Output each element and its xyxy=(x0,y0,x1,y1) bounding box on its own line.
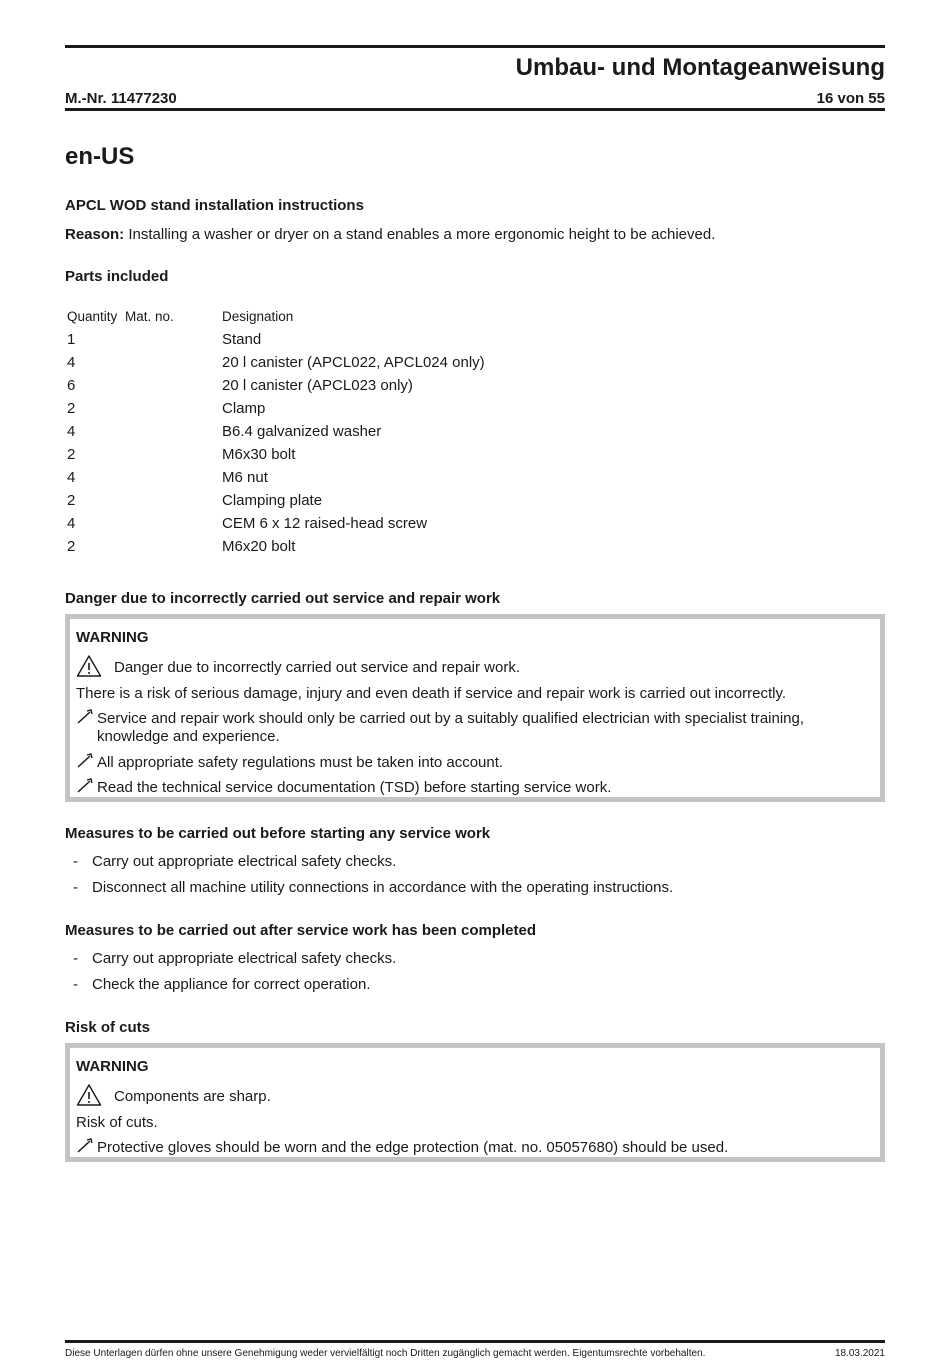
designation-cell: M6 nut xyxy=(222,469,268,486)
quantity-cell: 4 xyxy=(67,515,76,532)
designation-cell: M6x20 bolt xyxy=(222,538,296,555)
hazard-text: Components are sharp. xyxy=(114,1088,271,1105)
quantity-cell: 4 xyxy=(67,469,76,486)
consequence-text: There is a risk of serious damage, injury and even death if service and repair work is carried out incorrectly. xyxy=(76,685,787,702)
warning-label: WARNING xyxy=(76,1058,149,1075)
warning-label: WARNING xyxy=(76,629,149,646)
designation-cell: 20 l canister (APCL022, APCL024 only) xyxy=(222,354,485,371)
reason-text: Installing a washer or dryer on a stand enables a more ergonomic height to be achieved. xyxy=(124,226,716,243)
quantity-cell: 2 xyxy=(67,446,76,463)
cuts-heading: Risk of cuts xyxy=(65,1019,151,1036)
designation-cell: CEM 6 x 12 raised-head screw xyxy=(222,515,428,532)
material-number: M.-Nr. 11477230 xyxy=(65,90,177,107)
hazard-text: Danger due to incorrectly carried out service and repair work. xyxy=(114,659,521,676)
quantity-cell: 1 xyxy=(67,331,76,348)
warning-triangle-icon xyxy=(76,654,102,678)
warning-box-service xyxy=(65,614,885,802)
footer-rule xyxy=(65,1340,885,1343)
wrench-icon xyxy=(76,778,94,794)
designation-cell: Clamp xyxy=(222,400,266,417)
wrench-icon xyxy=(76,753,94,769)
language-heading: en-US xyxy=(65,143,135,170)
column-header-mat-no: Mat. no. xyxy=(125,309,174,324)
designation-cell: 20 l canister (APCL023 only) xyxy=(222,377,413,394)
designation-cell: Clamping plate xyxy=(222,492,323,509)
designation-cell: Stand xyxy=(222,331,262,348)
quantity-cell: 4 xyxy=(67,354,76,371)
page-number: 16 von 55 xyxy=(816,90,885,107)
list-item-text: Disconnect all machine utility connections in accordance with the operating instructions. xyxy=(92,879,674,896)
quantity-cell: 4 xyxy=(67,423,76,440)
after-heading: Measures to be carried out after service work has been completed xyxy=(65,922,537,939)
consequence-text: Risk of cuts. xyxy=(76,1114,158,1131)
warning-triangle-icon xyxy=(76,1083,102,1107)
header-bottom-rule xyxy=(65,108,885,111)
footer-notice: Diese Unterlagen dürfen ohne unsere Genehmigung weder vervielfältigt noch Dritten zugänglich gemacht werden. Eigentumsrechte vorbehalten. xyxy=(65,1348,706,1359)
danger-heading: Danger due to incorrectly carried out service and repair work xyxy=(65,590,501,607)
column-header-designation: Designation xyxy=(222,309,294,324)
wrench-icon xyxy=(76,709,94,725)
designation-cell: M6x30 bolt xyxy=(222,446,296,463)
header-top-rule xyxy=(65,45,885,48)
step-text: Protective gloves should be worn and the edge protection (mat. no. 05057680) should be used. xyxy=(97,1139,729,1156)
warning-box-cuts xyxy=(65,1043,885,1162)
wrench-icon xyxy=(76,1138,94,1154)
footer-date: 18.03.2021 xyxy=(834,1348,885,1359)
before-heading: Measures to be carried out before starting any service work xyxy=(65,825,491,842)
list-item-text: Check the appliance for correct operation. xyxy=(92,976,371,993)
designation-cell: B6.4 galvanized washer xyxy=(222,423,382,440)
quantity-cell: 6 xyxy=(67,377,76,394)
list-item-text: Carry out appropriate electrical safety checks. xyxy=(92,853,397,870)
reason-paragraph xyxy=(65,226,715,243)
step-text: All appropriate safety regulations must be taken into account. xyxy=(97,754,504,771)
step-text: Read the technical service documentation (TSD) before starting service work. xyxy=(97,779,612,796)
quantity-cell: 2 xyxy=(67,492,76,509)
step-text: Service and repair work should only be carried out by a suitably qualified electrician with specialist training, knowledge and experience. xyxy=(97,710,805,745)
section-title: APCL WOD stand installation instructions xyxy=(65,197,364,214)
quantity-cell: 2 xyxy=(67,400,76,417)
reason-label: Reason: xyxy=(65,226,125,243)
quantity-cell: 2 xyxy=(67,538,76,555)
column-header-quantity: Quantity xyxy=(67,309,118,324)
document-title: Umbau- und Montageanweisung xyxy=(515,54,885,81)
list-item-text: Carry out appropriate electrical safety checks. xyxy=(92,950,397,967)
parts-heading: Parts included xyxy=(65,268,169,285)
